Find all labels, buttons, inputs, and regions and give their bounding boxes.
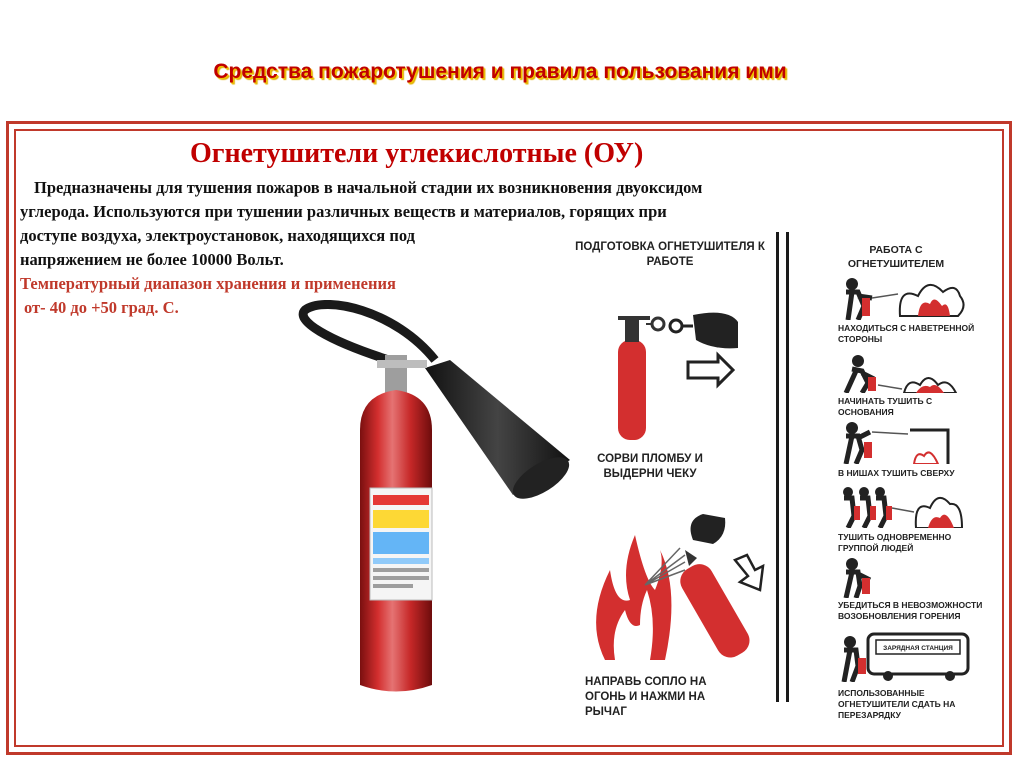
work-step-caption: ТУШИТЬ ОДНОВРЕМЕННО ГРУППОЙ ЛЮДЕЙ [838,532,952,553]
aim-nozzle-illustration [585,510,770,665]
prep-header: ПОДГОТОВКА ОГНЕТУШИТЕЛЯ К РАБОТЕ [575,241,765,268]
co2-extinguisher-illustration [285,300,575,705]
windward-side-icon [838,276,968,320]
divider-line [786,232,789,702]
page-title: Средства пожаротушения и правила пользования ими [213,60,787,83]
extinguish-base-icon [838,355,968,393]
work-step-caption: НАЧИНАТЬ ТУШИТЬ С ОСНОВАНИЯ [838,396,933,417]
work-step-caption: НАХОДИТЬСЯ С НАВЕТРЕННОЙ СТОРОНЫ [838,323,975,344]
section-title: Огнетушители углекислотные (ОУ) [190,138,644,169]
niche-from-above-icon [838,420,958,464]
recharge-station-icon [838,630,973,682]
truck-sign-text: ЗАРЯДНАЯ СТАНЦИЯ [883,645,953,652]
temperature-range-value: от- 40 до +50 град. С. [24,298,179,317]
description-line: углерода. Используются при тушении различных веществ и материалов, горящих при [20,202,667,221]
work-step-caption: ИСПОЛЬЗОВАННЫЕ ОГНЕТУШИТЕЛИ СДАТЬ НА ПЕРЕЗАРЯДКУ [838,688,956,720]
description-line: Предназначены для тушения пожаров в начальной стадии их возникновения двуоксидом [34,178,703,197]
prep-step-2-caption: НАПРАВЬ СОПЛО НА ОГОНЬ И НАЖМИ НА РЫЧАГ [585,676,707,718]
work-step-caption: В НИШАХ ТУШИТЬ СВЕРХУ [838,468,955,478]
description-paragraph [20,176,880,224]
work-header: РАБОТА С ОГНЕТУШИТЕЛЕМ [847,244,945,270]
prep-step-1-caption: СОРВИ ПЛОМБУ И ВЫДЕРНИ ЧЕКУ [597,453,703,480]
group-extinguishing-icon [838,486,968,528]
description-line: доступе воздуха, электроустановок, находящихся под [20,226,415,245]
description-line: напряжением не более 10000 Вольт. [20,250,284,269]
pull-pin-illustration [598,300,748,445]
check-reignition-icon [838,558,898,598]
work-step-caption: УБЕДИТЬСЯ В НЕВОЗМОЖНОСТИ ВОЗОБНОВЛЕНИЯ ГОРЕНИЯ [838,600,983,621]
divider-line [776,232,779,702]
temperature-range-label: Температурный диапазон хранения и применения [20,274,396,293]
